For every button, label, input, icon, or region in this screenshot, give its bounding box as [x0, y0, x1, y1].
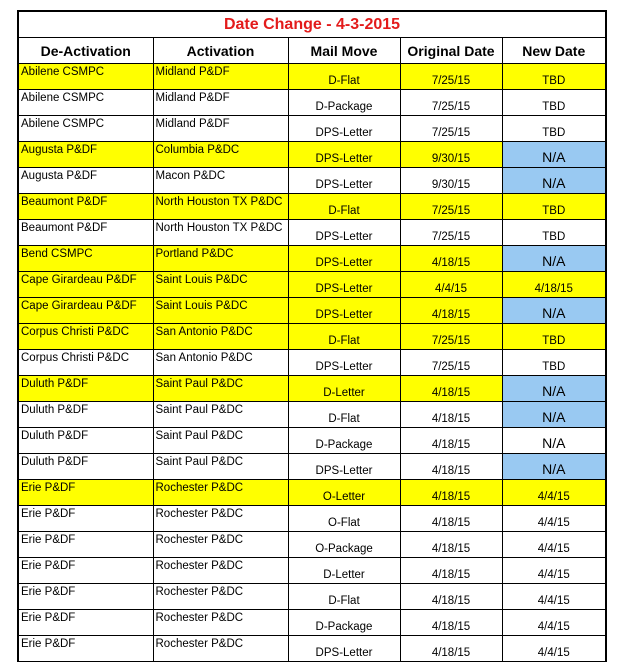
cell-mail-move: D-Package — [288, 610, 400, 636]
cell-new-date: N/A — [502, 142, 606, 168]
table-row — [18, 558, 606, 584]
cell-original-date: 7/25/15 — [400, 324, 502, 350]
cell-new-date: TBD — [502, 64, 606, 90]
cell-original-date: 4/18/15 — [400, 402, 502, 428]
cell-activation: Saint Louis P&DC — [153, 272, 288, 298]
date-change-sheet — [17, 10, 605, 662]
cell-new-date: 4/4/15 — [502, 506, 606, 532]
cell-original-date: 4/18/15 — [400, 532, 502, 558]
cell-activation: Saint Paul P&DC — [153, 454, 288, 480]
table-row — [18, 298, 606, 324]
cell-activation: Saint Louis P&DC — [153, 298, 288, 324]
cell-deactivation: Duluth P&DF — [18, 454, 153, 480]
cell-original-date: 7/25/15 — [400, 350, 502, 376]
date-change-table — [17, 10, 607, 662]
header-activation: Activation — [153, 38, 288, 64]
cell-deactivation: Abilene CSMPC — [18, 64, 153, 90]
cell-activation: North Houston TX P&DC — [153, 194, 288, 220]
cell-mail-move: DPS-Letter — [288, 298, 400, 324]
cell-activation: Saint Paul P&DC — [153, 428, 288, 454]
table-body — [18, 64, 606, 662]
cell-mail-move: O-Package — [288, 532, 400, 558]
table-row — [18, 454, 606, 480]
cell-mail-move: DPS-Letter — [288, 350, 400, 376]
cell-new-date: 4/4/15 — [502, 610, 606, 636]
cell-original-date: 7/25/15 — [400, 90, 502, 116]
cell-mail-move: DPS-Letter — [288, 272, 400, 298]
cell-activation: Columbia P&DC — [153, 142, 288, 168]
cell-deactivation: Augusta P&DF — [18, 142, 153, 168]
table-row — [18, 90, 606, 116]
cell-original-date: 4/18/15 — [400, 506, 502, 532]
table-row — [18, 142, 606, 168]
cell-deactivation: Erie P&DF — [18, 558, 153, 584]
cell-deactivation: Cape Girardeau P&DF — [18, 272, 153, 298]
cell-new-date: TBD — [502, 220, 606, 246]
table-row — [18, 610, 606, 636]
cell-new-date: TBD — [502, 324, 606, 350]
cell-mail-move: O-Letter — [288, 480, 400, 506]
cell-deactivation: Erie P&DF — [18, 636, 153, 662]
cell-new-date: TBD — [502, 90, 606, 116]
cell-original-date: 4/18/15 — [400, 298, 502, 324]
cell-mail-move: DPS-Letter — [288, 636, 400, 662]
table-row — [18, 64, 606, 90]
cell-deactivation: Bend CSMPC — [18, 246, 153, 272]
cell-new-date: TBD — [502, 194, 606, 220]
cell-deactivation: Erie P&DF — [18, 480, 153, 506]
cell-new-date: TBD — [502, 350, 606, 376]
cell-mail-move: D-Flat — [288, 402, 400, 428]
cell-activation: Rochester P&DC — [153, 480, 288, 506]
cell-new-date: N/A — [502, 376, 606, 402]
cell-deactivation: Erie P&DF — [18, 506, 153, 532]
cell-new-date: N/A — [502, 402, 606, 428]
cell-original-date: 4/18/15 — [400, 636, 502, 662]
cell-new-date: 4/4/15 — [502, 558, 606, 584]
cell-new-date: 4/4/15 — [502, 584, 606, 610]
cell-activation: Rochester P&DC — [153, 584, 288, 610]
cell-new-date: TBD — [502, 116, 606, 142]
cell-deactivation: Abilene CSMPC — [18, 116, 153, 142]
cell-mail-move: O-Flat — [288, 506, 400, 532]
cell-activation: Rochester P&DC — [153, 532, 288, 558]
cell-activation: Macon P&DC — [153, 168, 288, 194]
cell-original-date: 7/25/15 — [400, 220, 502, 246]
cell-activation: Rochester P&DC — [153, 610, 288, 636]
table-row — [18, 428, 606, 454]
cell-mail-move: DPS-Letter — [288, 454, 400, 480]
table-row — [18, 168, 606, 194]
cell-original-date: 4/18/15 — [400, 246, 502, 272]
cell-mail-move: DPS-Letter — [288, 246, 400, 272]
cell-original-date: 9/30/15 — [400, 142, 502, 168]
cell-activation: Midland P&DF — [153, 116, 288, 142]
cell-deactivation: Corpus Christi P&DC — [18, 324, 153, 350]
cell-mail-move: D-Flat — [288, 324, 400, 350]
cell-original-date: 7/25/15 — [400, 116, 502, 142]
cell-deactivation: Beaumont P&DF — [18, 194, 153, 220]
cell-activation: Rochester P&DC — [153, 558, 288, 584]
table-row — [18, 532, 606, 558]
table-row — [18, 350, 606, 376]
cell-original-date: 4/18/15 — [400, 584, 502, 610]
cell-mail-move: D-Letter — [288, 558, 400, 584]
table-row — [18, 220, 606, 246]
table-row — [18, 194, 606, 220]
table-row — [18, 584, 606, 610]
header-deactivation: De-Activation — [18, 38, 153, 64]
cell-original-date: 9/30/15 — [400, 168, 502, 194]
cell-new-date: 4/4/15 — [502, 636, 606, 662]
header-mail-move: Mail Move — [288, 38, 400, 64]
cell-mail-move: DPS-Letter — [288, 220, 400, 246]
header-row — [18, 38, 606, 64]
cell-original-date: 4/18/15 — [400, 428, 502, 454]
table-row — [18, 376, 606, 402]
cell-deactivation: Augusta P&DF — [18, 168, 153, 194]
cell-deactivation: Erie P&DF — [18, 532, 153, 558]
cell-activation: San Antonio P&DC — [153, 324, 288, 350]
cell-new-date: 4/18/15 — [502, 272, 606, 298]
cell-activation: Midland P&DF — [153, 64, 288, 90]
cell-deactivation: Erie P&DF — [18, 584, 153, 610]
cell-new-date: 4/4/15 — [502, 532, 606, 558]
cell-deactivation: Duluth P&DF — [18, 428, 153, 454]
cell-mail-move: D-Flat — [288, 194, 400, 220]
cell-deactivation: Cape Girardeau P&DF — [18, 298, 153, 324]
sheet-title: Date Change - 4-3-2015 — [18, 11, 606, 38]
cell-mail-move: D-Package — [288, 90, 400, 116]
cell-mail-move: D-Flat — [288, 584, 400, 610]
cell-new-date: N/A — [502, 168, 606, 194]
cell-new-date: 4/4/15 — [502, 480, 606, 506]
cell-mail-move: DPS-Letter — [288, 142, 400, 168]
cell-mail-move: D-Package — [288, 428, 400, 454]
cell-mail-move: DPS-Letter — [288, 116, 400, 142]
cell-activation: Saint Paul P&DC — [153, 376, 288, 402]
cell-original-date: 4/18/15 — [400, 610, 502, 636]
table-row — [18, 324, 606, 350]
table-row — [18, 480, 606, 506]
cell-original-date: 4/18/15 — [400, 454, 502, 480]
table-row — [18, 636, 606, 662]
header-new-date: New Date — [502, 38, 606, 64]
header-original-date: Original Date — [400, 38, 502, 64]
cell-deactivation: Abilene CSMPC — [18, 90, 153, 116]
cell-new-date: N/A — [502, 246, 606, 272]
cell-original-date: 7/25/15 — [400, 194, 502, 220]
cell-original-date: 4/18/15 — [400, 480, 502, 506]
cell-deactivation: Duluth P&DF — [18, 402, 153, 428]
cell-deactivation: Duluth P&DF — [18, 376, 153, 402]
table-row — [18, 246, 606, 272]
cell-new-date: N/A — [502, 428, 606, 454]
cell-original-date: 4/18/15 — [400, 376, 502, 402]
cell-new-date: N/A — [502, 454, 606, 480]
cell-activation: North Houston TX P&DC — [153, 220, 288, 246]
cell-mail-move: DPS-Letter — [288, 168, 400, 194]
cell-activation: Rochester P&DC — [153, 506, 288, 532]
cell-activation: Rochester P&DC — [153, 636, 288, 662]
table-row — [18, 272, 606, 298]
cell-mail-move: D-Flat — [288, 64, 400, 90]
cell-mail-move: D-Letter — [288, 376, 400, 402]
table-row — [18, 506, 606, 532]
cell-deactivation: Corpus Christi P&DC — [18, 350, 153, 376]
cell-original-date: 7/25/15 — [400, 64, 502, 90]
cell-activation: Saint Paul P&DC — [153, 402, 288, 428]
title-row — [18, 11, 606, 38]
cell-original-date: 4/4/15 — [400, 272, 502, 298]
cell-deactivation: Beaumont P&DF — [18, 220, 153, 246]
cell-activation: Portland P&DC — [153, 246, 288, 272]
cell-new-date: N/A — [502, 298, 606, 324]
cell-deactivation: Erie P&DF — [18, 610, 153, 636]
table-row — [18, 402, 606, 428]
cell-original-date: 4/18/15 — [400, 558, 502, 584]
cell-activation: San Antonio P&DC — [153, 350, 288, 376]
cell-activation: Midland P&DF — [153, 90, 288, 116]
table-row — [18, 116, 606, 142]
